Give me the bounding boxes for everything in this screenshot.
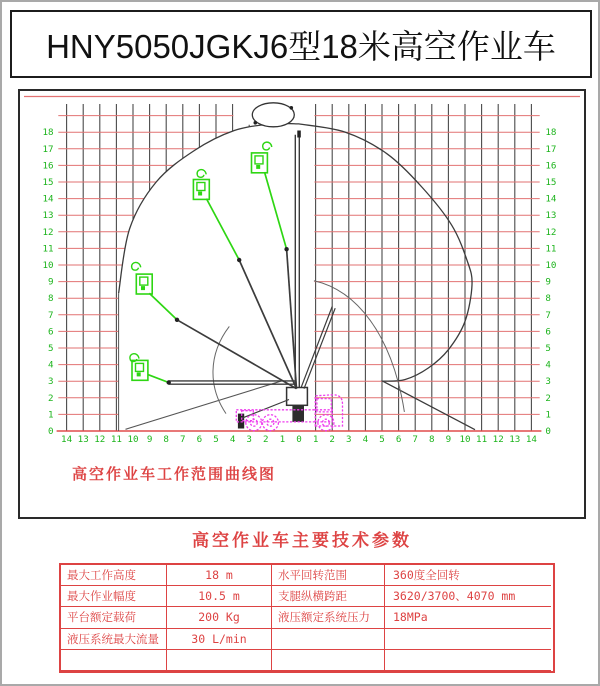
x-tick-label: 14 [525, 434, 537, 445]
spec-cell-r0c3: 360度全回转 [385, 565, 551, 586]
y-tick-label: 12 [42, 226, 54, 238]
boom-elbow-joint [237, 258, 241, 262]
boom-elbow-joint [284, 247, 288, 251]
boom-swing-arc-right [314, 281, 405, 412]
y-tick-label: 18 [545, 127, 557, 139]
x-tick-label: 5 [213, 434, 219, 445]
platform-mark [137, 372, 141, 376]
y-tick-label: 0 [545, 426, 551, 437]
rotation-arrow-dot [290, 106, 294, 110]
x-tick-label: 8 [163, 434, 169, 445]
x-tick-label: 6 [395, 434, 402, 445]
working-range-panel [18, 89, 586, 519]
spec-cell-r2c0: 平台额定载荷 [61, 607, 167, 628]
y-axis-labels-right [545, 127, 557, 437]
x-tick-label: 7 [412, 434, 418, 445]
spec-cell-r2c2: 液压额定系统压力 [272, 607, 385, 628]
platform-mark [256, 165, 260, 169]
x-tick-label: 4 [362, 434, 369, 445]
x-tick-label: 1 [312, 434, 319, 445]
y-tick-label: 2 [545, 392, 551, 404]
x-axis-labels [61, 434, 537, 445]
spec-table-title: 高空作业车主要技术参数 [192, 531, 412, 551]
x-tick-label: 10 [127, 434, 139, 445]
truck-wheel-hub [322, 419, 329, 426]
y-tick-label: 5 [48, 343, 54, 354]
x-tick-label: 9 [445, 434, 452, 445]
truck-wheel [318, 415, 334, 431]
x-tick-label: 3 [246, 434, 252, 445]
rotation-arrow-dot [254, 121, 258, 125]
y-tick-label: 8 [48, 293, 54, 305]
chart-caption: 高空作业车工作范围曲线图 [72, 465, 277, 483]
y-tick-label: 5 [545, 343, 551, 354]
spec-cell-r3c1: 30 L/min [167, 629, 272, 650]
y-tick-label: 16 [545, 160, 557, 172]
y-tick-label: 15 [545, 177, 557, 188]
x-tick-label: 4 [229, 434, 236, 445]
spec-cell-r2c3: 18MPa [385, 607, 551, 628]
spec-cell-r4c3 [385, 650, 551, 671]
spec-cell-r3c2 [272, 629, 385, 650]
y-tick-label: 13 [545, 210, 557, 222]
y-tick-label: 13 [42, 210, 54, 222]
y-tick-label: 11 [42, 243, 54, 255]
vertical-boom-tip [297, 131, 301, 138]
x-tick-label: 10 [459, 434, 471, 445]
turret-pedestal [292, 405, 304, 422]
x-tick-label: 7 [180, 434, 186, 445]
platform-mark [141, 286, 145, 290]
y-tick-label: 18 [42, 127, 54, 139]
platform-mark [198, 192, 202, 196]
rotation-ellipse-icon [252, 103, 294, 127]
spec-cell-r1c2: 支腿纵横跨距 [272, 586, 385, 607]
y-tick-label: 14 [545, 193, 557, 205]
y-axis-labels-left [43, 127, 55, 437]
spec-cell-r3c3 [385, 629, 551, 650]
spec-cell-r4c0 [61, 650, 167, 671]
y-tick-label: 1 [48, 409, 54, 421]
y-tick-label: 1 [545, 409, 551, 421]
y-tick-label: 11 [545, 243, 557, 255]
page-title: HNY5050JGKJ6型18米高空作业车 [46, 27, 556, 65]
y-tick-label: 4 [545, 359, 551, 371]
x-tick-label: 0 [296, 434, 302, 445]
spec-table [59, 563, 555, 673]
y-tick-label: 10 [545, 260, 557, 271]
y-tick-label: 3 [545, 376, 551, 388]
spec-cell-r1c0: 最大作业幅度 [61, 586, 167, 607]
y-tick-label: 9 [48, 276, 54, 288]
x-tick-label: 5 [379, 434, 385, 445]
spec-cell-r4c2 [272, 650, 385, 671]
y-tick-label: 9 [545, 276, 551, 288]
y-tick-label: 2 [48, 392, 54, 404]
spec-cell-r0c2: 水平回转范围 [272, 565, 385, 586]
spec-cell-r3c0: 液压系统最大流量 [61, 629, 167, 650]
x-tick-label: 2 [263, 434, 269, 445]
y-tick-label: 0 [48, 426, 54, 437]
y-tick-label: 4 [48, 359, 54, 371]
y-tick-label: 6 [48, 326, 54, 338]
y-tick-label: 7 [48, 309, 54, 321]
title-box [10, 10, 592, 78]
y-tick-label: 17 [42, 143, 54, 155]
spec-cell-r0c1: 18 m [167, 565, 272, 586]
y-tick-label: 17 [545, 143, 557, 155]
y-tick-label: 10 [42, 260, 54, 271]
x-tick-label: 3 [346, 434, 352, 445]
x-tick-label: 11 [476, 434, 488, 445]
spec-cell-r4c1 [167, 650, 272, 671]
x-tick-label: 12 [492, 434, 504, 445]
y-tick-label: 14 [42, 193, 54, 205]
y-tick-label: 15 [42, 177, 54, 188]
x-tick-label: 6 [196, 434, 203, 445]
y-tick-label: 12 [545, 226, 557, 238]
x-tick-label: 13 [77, 434, 89, 445]
spec-cell-r2c1: 200 Kg [167, 607, 272, 628]
boom-elbow-joint [175, 318, 179, 322]
spec-cell-r0c0: 最大工作高度 [61, 565, 167, 586]
x-tick-label: 11 [110, 434, 122, 445]
x-tick-label: 14 [61, 434, 73, 445]
x-tick-label: 2 [329, 434, 335, 445]
x-tick-label: 13 [509, 434, 521, 445]
y-tick-label: 8 [545, 293, 551, 305]
working-range-chart [20, 91, 584, 517]
x-tick-label: 1 [279, 434, 286, 445]
y-tick-label: 7 [545, 309, 551, 321]
spec-cell-r1c1: 10.5 m [167, 586, 272, 607]
boom-elbow-joint [167, 380, 171, 384]
y-tick-label: 16 [42, 160, 54, 172]
y-tick-label: 3 [48, 376, 54, 388]
x-tick-label: 9 [146, 434, 153, 445]
y-tick-label: 6 [545, 326, 551, 338]
x-tick-label: 8 [429, 434, 435, 445]
spec-cell-r1c3: 3620/3700、4070 mm [385, 586, 551, 607]
x-tick-label: 12 [94, 434, 106, 445]
